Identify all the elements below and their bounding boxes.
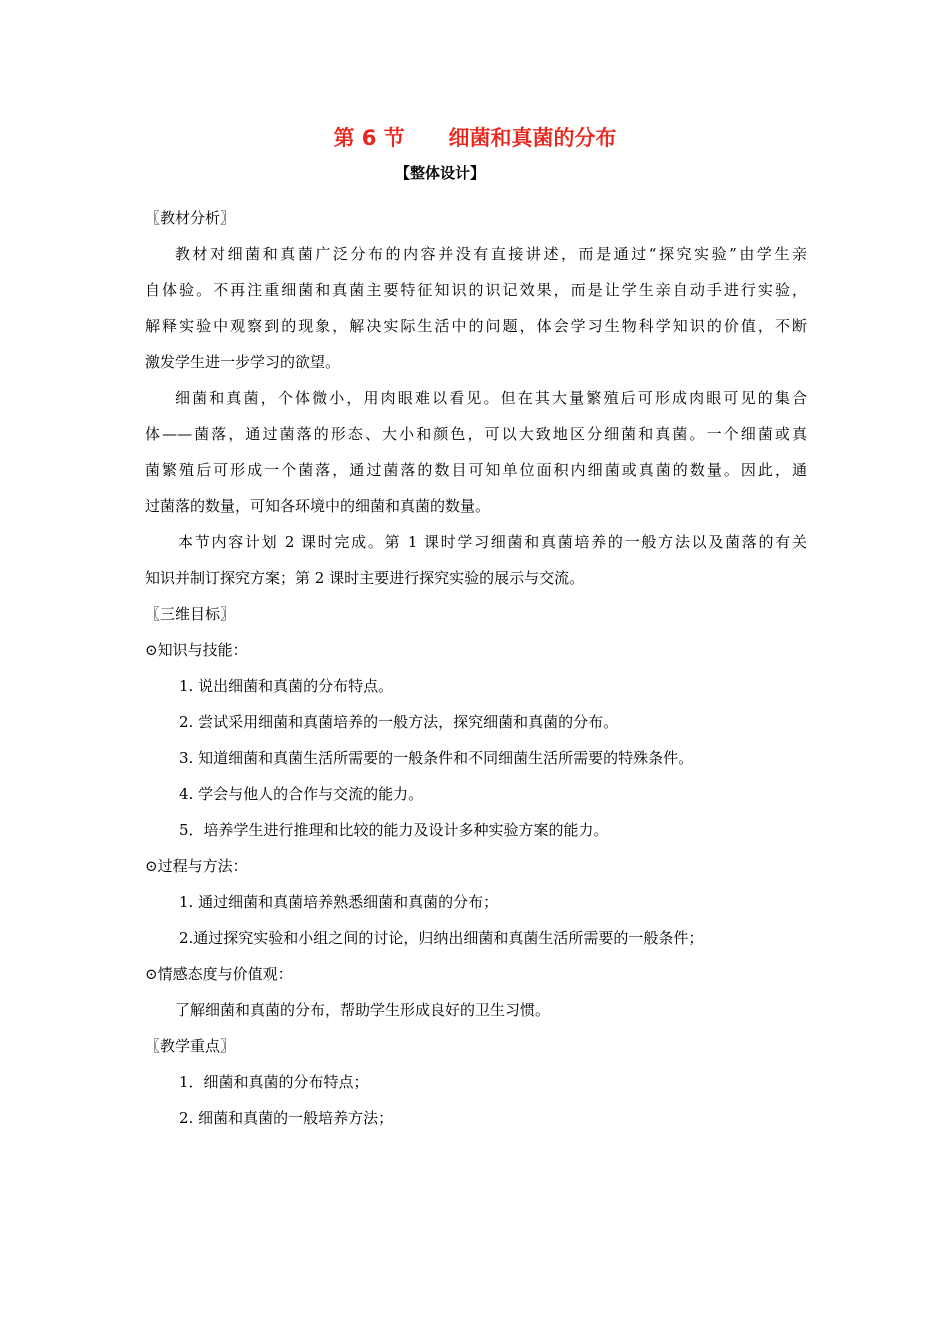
section-heading-goals: 〖三维目标〗 bbox=[145, 605, 236, 623]
list-item: 2. 尝试采用细菌和真菌培养的一般方法，探究细菌和真菌的分布。 bbox=[179, 713, 619, 731]
subheading-knowledge: ⊙知识与技能： bbox=[145, 641, 248, 659]
paragraph-line: 过菌落的数量，可知各环境中的细菌和真菌的数量。 bbox=[145, 497, 491, 515]
paragraph-line: 知识并制订探究方案；第 2 课时主要进行探究实验的展示与交流。 bbox=[145, 569, 585, 587]
subheading-attitude: ⊙情感态度与价值观： bbox=[145, 965, 293, 983]
paragraph-line: 教材对细菌和真菌广泛分布的内容并没有直接讲述，而是通过“探究实验”由学生亲 bbox=[175, 245, 807, 263]
list-item: 4. 学会与他人的合作与交流的能力。 bbox=[179, 785, 424, 803]
list-item: 2. 细菌和真菌的一般培养方法； bbox=[179, 1109, 394, 1127]
list-item: 1．细菌和真菌的分布特点； bbox=[179, 1073, 369, 1091]
page-title: 第 6 节 细菌和真菌的分布 bbox=[333, 126, 617, 150]
paragraph-line: 了解细菌和真菌的分布，帮助学生形成良好的卫生习惯。 bbox=[175, 1001, 551, 1019]
section-heading-analysis: 〖教材分析〗 bbox=[145, 209, 236, 227]
section-heading-key: 〖教学重点〗 bbox=[145, 1037, 236, 1055]
paragraph-line: 自体验。不再注重细菌和真菌主要特征知识的识记效果，而是让学生亲自动手进行实验， bbox=[145, 281, 807, 299]
list-item: 3. 知道细菌和真菌生活所需要的一般条件和不同细菌生活所需要的特殊条件。 bbox=[179, 749, 694, 767]
paragraph-line: 本节内容计划 2 课时完成。第 1 课时学习细菌和真菌培养的一般方法以及菌落的有关 bbox=[178, 533, 807, 551]
paragraph-line: 细菌和真菌，个体微小，用肉眼难以看见。但在其大量繁殖后可形成肉眼可见的集合 bbox=[175, 389, 807, 407]
page-subtitle: 【整体设计】 bbox=[395, 164, 486, 182]
paragraph-line: 体——菌落，通过菌落的形态、大小和颜色，可以大致地区分细菌和真菌。一个细菌或真 bbox=[145, 425, 807, 443]
list-item: 1. 说出细菌和真菌的分布特点。 bbox=[179, 677, 394, 695]
list-item: 1. 通过细菌和真菌培养熟悉细菌和真菌的分布； bbox=[179, 893, 499, 911]
paragraph-line: 菌繁殖后可形成一个菌落，通过菌落的数目可知单位面积内细菌或真菌的数量。因此，通 bbox=[145, 461, 807, 479]
paragraph-line: 解释实验中观察到的现象，解决实际生活中的问题，体会学习生物科学知识的价值，不断 bbox=[145, 317, 807, 335]
list-item: 5．培养学生进行推理和比较的能力及设计多种实验方案的能力。 bbox=[179, 821, 609, 839]
document-body bbox=[145, 200, 807, 1136]
paragraph-line: 激发学生进一步学习的欲望。 bbox=[145, 353, 341, 371]
list-item: 2.通过探究实验和小组之间的讨论，归纳出细菌和真菌生活所需要的一般条件； bbox=[179, 929, 704, 947]
subheading-process: ⊙过程与方法： bbox=[145, 857, 248, 875]
